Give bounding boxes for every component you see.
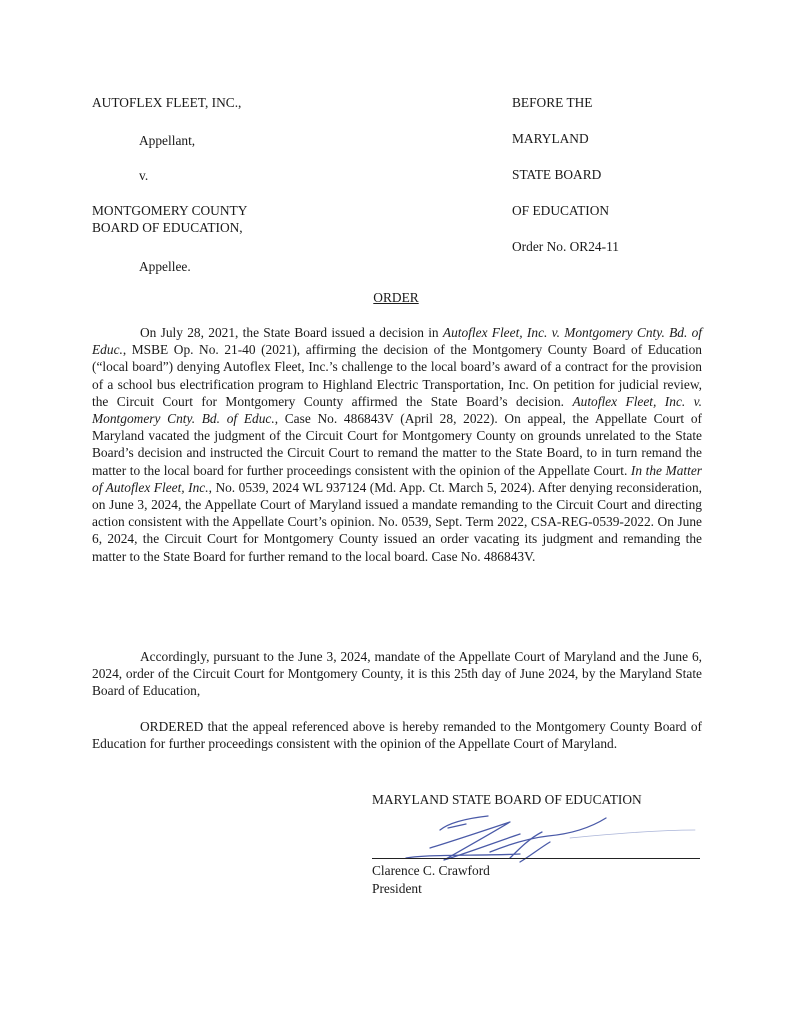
- case-citation: In the Matter of Autoflex Fleet, Inc.: [92, 462, 702, 495]
- appellant-name: AUTOFLEX FLEET, INC.,: [92, 95, 242, 110]
- signature-line: [372, 858, 700, 859]
- paragraph-procedural-history: On July 28, 2021, the State Board issued a decision in Autoflex Fleet, Inc. v. Montgomery Cnty. Bd. of Educ., MSBE Op. No. 21-40 (2021), affirming the decision of the Montgomery County Board of Education (“local board”) denying Autoflex Fleet, Inc.’s challenge to the local board’s award of a contract for the provision of a school bus electrification program to Highland Electric Transportation, Inc. On petition for judicial review, the Circuit Court for Montgomery County affirmed the State Board’s decision. Autoflex Fleet, Inc. v. Montgomery Cnty. Bd. of Educ., Case No. 486843V (April 28, 2022). On appeal, the Appellate Court of Maryland vacated the judgment of the Circuit Court for Montgomery County on grounds unrelated to the State Board’s decision and instructed the Circuit Court to remand the matter to the State Board, to in turn remand the matter to the local board for further proceedings consistent with the opinion of the Appellate Court. In the Matter of Autoflex Fleet, Inc., No. 0539, 2024 WL 937124 (Md. App. Ct. March 5, 2024). After denying reconsideration, on June 3, 2024, the Appellate Court of Maryland issued a mandate remanding to the Circuit Court and directing action consistent with the Appellate Court’s opinion. No. 0539, Sept. Term 2022, CSA-REG-0539-2022. On June 6, 2024, the Circuit Court for Montgomery County issued an order vacating its judgment and remanding the matter to the State Board for further remand to the local board. Case No. 486843V.: [92, 325, 702, 564]
- signer-name: Clarence C. Crawford: [372, 863, 490, 878]
- order-number: Order No. OR24-11: [512, 239, 619, 254]
- versus-label: v.: [139, 168, 149, 183]
- paragraph-accordingly: Accordingly, pursuant to the June 3, 2024, mandate of the Appellate Court of Maryland and the June 6, 2024, order of the Circuit Court for Montgomery County, it is this 25th day of June 2024, by the Maryland State Board of Education,: [92, 649, 702, 699]
- paragraph-ordered: ORDERED that the appeal referenced above is hereby remanded to the Montgomery County Board of Education for further proceedings consistent with the opinion of the Appellate Court of Maryland.: [92, 719, 702, 752]
- handwritten-signature: [370, 808, 700, 870]
- forum-line-4: OF EDUCATION: [512, 203, 610, 218]
- appellant-role: Appellant,: [139, 133, 196, 148]
- appellee-name-line2: BOARD OF EDUCATION,: [92, 220, 243, 235]
- signing-organization: MARYLAND STATE BOARD OF EDUCATION: [372, 792, 642, 807]
- document-title: ORDER: [373, 290, 419, 305]
- forum-line-2: MARYLAND: [512, 131, 589, 146]
- case-citation: Autoflex Fleet, Inc. v. Montgomery Cnty. Bd. of Educ.: [92, 325, 702, 358]
- case-citation: Autoflex Fleet, Inc. v. Montgomery Cnty. Bd. of Educ.: [92, 393, 702, 427]
- appellee-name-line1: MONTGOMERY COUNTY: [92, 203, 248, 218]
- forum-line-3: STATE BOARD: [512, 167, 602, 182]
- forum-line-1: BEFORE THE: [512, 95, 593, 110]
- appellee-role: Appellee.: [139, 259, 191, 274]
- signer-title: President: [372, 881, 422, 896]
